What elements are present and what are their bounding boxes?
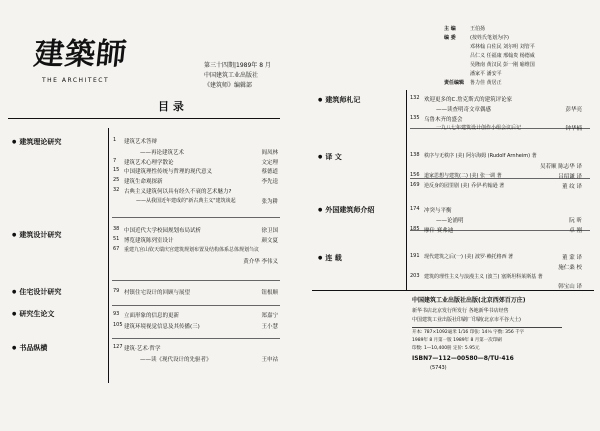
entry-author: 张为耕 <box>261 199 278 205</box>
entry-author: 董 蒙 译 <box>562 255 582 261</box>
section-label: ● 外国建筑师介绍 <box>318 205 374 215</box>
page-number: 135 <box>410 115 420 121</box>
masthead-names: 吕仁义 任福康 邢翰贵 杨德威 <box>470 53 535 59</box>
entry-author: 阮 昕 <box>569 218 582 224</box>
entry-title: 道家思想与建筑(二) (美) 张一调 著 <box>424 173 502 179</box>
entry-author: 阎凤林 <box>261 150 278 156</box>
entry-subtitle: 一九八七年建筑设计创作小组会议后记 <box>436 125 522 131</box>
colophon-publisher: 中国建筑工业出版社出版(北京西郊百万庄) <box>412 297 526 304</box>
entry-subtitle: ——读查明奇文章偶感 <box>436 107 492 113</box>
page-number: 185 <box>410 226 420 232</box>
page-number: 7 <box>113 158 117 164</box>
entry-author: 文定理 <box>261 160 278 166</box>
separator-rule <box>112 217 280 218</box>
entry-author: 韩宝山 译 <box>558 284 582 290</box>
masthead-names: 鲁力佳 黄居正 <box>470 80 502 86</box>
page-number: 67 <box>113 246 120 252</box>
page-number: 38 <box>113 226 120 232</box>
vertical-rule <box>406 90 407 290</box>
entry-subtitle: ——论浦明 <box>436 218 464 224</box>
bottom-rule <box>312 290 594 291</box>
masthead-role: 主 编 <box>444 26 456 32</box>
colophon-rule <box>412 327 562 328</box>
separator-rule <box>112 305 280 306</box>
issue-editor: 《建筑师》编辑部 <box>204 82 253 89</box>
page-number: 191 <box>410 253 420 259</box>
masthead-role: 编 委 <box>444 35 456 41</box>
entry-subtitle: ——从我国近年建成的"新古典主义"建筑谈起 <box>136 198 236 204</box>
colophon-copies: 印数: 1—10,400册 定价: 5.95元 <box>412 346 480 351</box>
page-number: 32 <box>113 187 120 193</box>
entry-author: 蔡德道 <box>261 169 278 175</box>
page-number: 105 <box>113 322 123 328</box>
colophon-distribution: 新华书店北京发行所发行 各地新华书店经售 <box>412 308 509 314</box>
entry-title: 秩序与无秩序 (美) 阿尔海姆 (Rudolf Arnheim) 著 <box>424 153 537 159</box>
page-number: 25 <box>113 177 120 183</box>
entry-title: 中国建筑理性传统与哲理的现代意义 <box>124 169 213 175</box>
entry-title: 建筑的理性主义与浪漫主义 (波兰) 塞斯坦科莱斯基 著 <box>424 274 543 280</box>
issue-publisher: 中国建筑工业出版社 <box>204 72 259 79</box>
entry-author: 吕绍谦 译 <box>558 174 582 180</box>
entry-title: 中国近代大学校园规划布局试析 <box>124 228 202 234</box>
section-label: ● 建筑理论研究 <box>12 137 61 147</box>
top-rule <box>8 118 280 119</box>
entry-title: 立面形象的信息的更新 <box>124 313 180 319</box>
entry-title: 现代建筑之后(一) (美) 波罗·赖托格西 著 <box>424 254 514 260</box>
section-label: ● 建筑设计研究 <box>12 230 61 240</box>
page-number: 203 <box>410 273 420 279</box>
entry-author: 董 纹 译 <box>562 184 582 190</box>
entry-author: 李先逵 <box>261 179 278 185</box>
entry-subtitle: ——读《现代设计的先驱者》 <box>140 357 212 363</box>
entry-title: 建筑艺术答辩 <box>124 139 158 145</box>
entry-author: 施仁桑 校 <box>558 265 582 271</box>
masthead-names: 王伯扬 <box>470 26 486 32</box>
colophon-code: (5743) <box>430 365 447 371</box>
page-number: 174 <box>410 206 420 212</box>
entry-title: 建筑生命观探新 <box>124 179 163 185</box>
entry-title: 古典主义建筑何以具有经久不衰的艺术魅力? <box>124 189 232 195</box>
page-number: 15 <box>113 167 120 173</box>
entry-author: 钮根顺 <box>261 290 278 296</box>
entry-title: 欢迎更多的C.詹克斯式的建筑评论家 <box>424 97 513 103</box>
entry-subtitle: ——再论建筑艺术 <box>140 150 185 156</box>
entry-author: 王申祜 <box>261 357 278 363</box>
entry-author: 卓 刚 <box>569 228 582 234</box>
masthead-names: (按姓氏笔划为序) <box>470 35 509 41</box>
entry-author: 彭华亮 <box>565 107 582 113</box>
masthead-role: 责任编辑 <box>444 80 465 86</box>
entry-author: 颜文夏 <box>261 238 278 244</box>
page-number: 1 <box>113 137 117 143</box>
issue-number: 第三十四期|1989年 8 月 <box>204 62 271 69</box>
section-label: ● 连 载 <box>318 253 342 263</box>
page-number: 93 <box>113 311 120 317</box>
colophon-printer: 中国建筑工业出版社印刷厂印刷(北京市平谷大土) <box>412 317 521 323</box>
masthead-names: 潘家平 潘安平 <box>470 71 502 77</box>
entry-author: 黄介华 李伟义 <box>243 259 278 265</box>
section-label: ● 建筑师札记 <box>318 95 360 105</box>
entry-title: 建筑·艺术·哲学 <box>124 346 161 352</box>
vertical-rule <box>108 128 109 383</box>
colophon-isbn: ISBN7—112—00580—8/TU·416 <box>412 355 514 362</box>
section-label: ● 译 文 <box>318 152 342 162</box>
entry-title: 重建九宫山钦天瑞庆宫建筑规划布置及结构体系总体规划刍议 <box>124 247 260 253</box>
masthead-names: 邓林翰 白佐民 刘尔明 刘管平 <box>470 44 535 50</box>
entry-author: 郑嘉宁 <box>261 313 278 319</box>
entry-title: 摩什·赛弗迪 <box>424 228 454 234</box>
page-number: 169 <box>410 182 420 188</box>
masthead-names: 吴隆南 黄汉民 彭一刚 喻维国 <box>470 62 535 68</box>
entry-title: 乌鲁木齐的盛会 <box>424 117 463 123</box>
colophon-format: 开本: 787×1092毫米 1/16 印张: 14¼ 字数: 356 千字 <box>412 330 525 335</box>
separator-rule <box>112 280 280 281</box>
page-number: 127 <box>113 344 123 350</box>
entry-title: 冲突与平衡 <box>424 208 452 214</box>
colophon-edition: 1989年 8 月第一版 1989年 8 月第一次印刷 <box>412 338 502 343</box>
entry-author: 钟华楠 <box>565 126 582 132</box>
entry-author: 吴若顺 陈志华 译 <box>540 164 582 170</box>
logo-title: 建築師 <box>32 37 129 72</box>
entry-author: 王小慧 <box>261 324 278 330</box>
section-label: ● 住宅设计研究 <box>12 287 61 297</box>
page-number: 138 <box>410 152 420 158</box>
page-number: 132 <box>410 95 420 101</box>
entry-title: 逆反身的园里剧 (美) 乔伊·约翰逊 著 <box>424 183 505 189</box>
page-number: 156 <box>410 172 420 178</box>
page-number: 51 <box>113 236 120 242</box>
entry-title: 博览建筑陈列室设计 <box>124 238 174 244</box>
section-label: ● 研究生论文 <box>12 309 54 319</box>
page-number: 79 <box>113 288 120 294</box>
separator-rule <box>112 338 280 339</box>
entry-title: 建筑环境视觉信息及其传播(三) <box>124 324 200 330</box>
section-label: ● 书品纵横 <box>12 343 47 353</box>
toc-title: 目 录 <box>158 100 184 113</box>
entry-author: 徐卫国 <box>261 228 278 234</box>
logo-subtitle: THE ARCHITECT <box>42 77 110 84</box>
entry-title: 建筑艺术心理学散论 <box>124 160 174 166</box>
entry-title: 村镇住宅设计的回顾与展望 <box>124 290 191 296</box>
